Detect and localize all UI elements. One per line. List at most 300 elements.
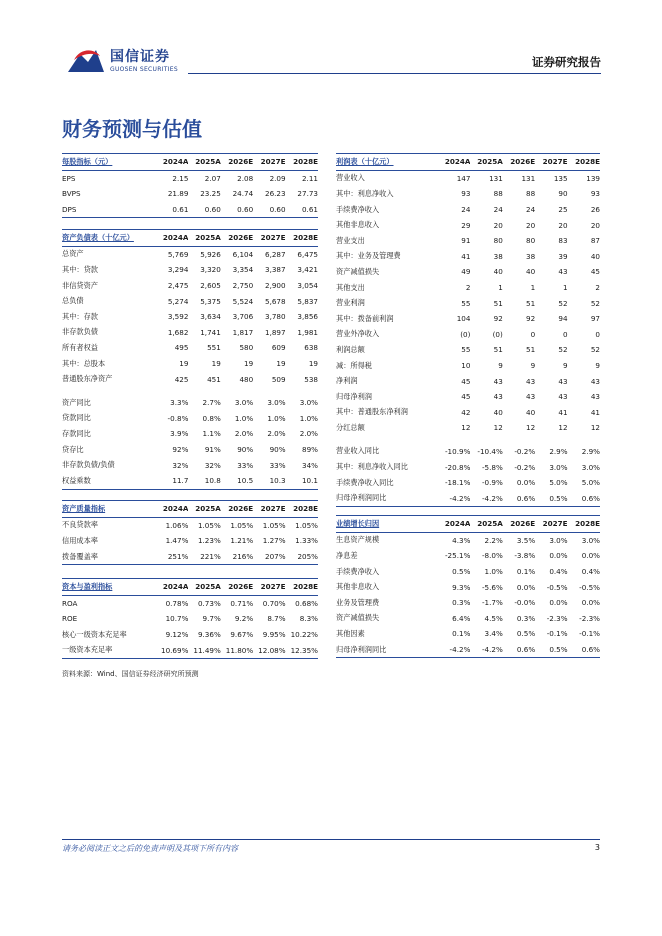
value-cell: 1.05%: [197, 520, 221, 530]
value-cell: 40: [493, 267, 503, 277]
table-row: [62, 186, 318, 202]
table-row: [336, 280, 600, 296]
value-cell: 0.60: [253, 202, 285, 218]
value-cell: 216%: [221, 549, 253, 565]
value-cell: -8.0%: [481, 551, 503, 561]
table-row: [62, 627, 318, 643]
value-cell: 27.73: [297, 189, 318, 199]
row-label: 利润总额: [336, 344, 365, 354]
year-header: 2026E: [221, 501, 253, 518]
value-cell: 10: [461, 361, 471, 371]
value-cell: 4.3%: [452, 535, 471, 545]
value-cell: 2.15: [172, 173, 189, 183]
value-cell: 1,817: [232, 327, 254, 337]
spacer-row: [336, 436, 600, 444]
value-cell: 3,354: [232, 265, 254, 275]
value-cell: 3.4%: [484, 629, 503, 639]
value-cell: 9.67%: [230, 630, 254, 640]
value-cell: 38: [526, 251, 536, 261]
value-cell: 41: [461, 251, 471, 261]
table-header-row: [62, 579, 318, 596]
value-cell: 0.6%: [568, 642, 600, 658]
value-cell: 5,375: [200, 296, 221, 306]
table-row: [62, 278, 318, 294]
table-header-row: [336, 154, 600, 171]
table-row: [62, 202, 318, 218]
value-cell: 9.7%: [202, 614, 221, 624]
value-cell: 2.07: [204, 173, 221, 183]
row-label: 归母净利润同比: [336, 642, 438, 658]
row-label: 其他支出: [336, 282, 365, 292]
value-cell: 2.0%: [299, 429, 318, 439]
value-cell: 480: [239, 374, 254, 384]
year-header: 2028E: [286, 501, 318, 518]
value-cell: 3.5%: [516, 535, 536, 545]
value-cell: 43: [558, 267, 568, 277]
row-label: 其中：利息净收入: [336, 188, 394, 198]
value-cell: 0.78%: [165, 598, 189, 608]
value-cell: 19: [276, 359, 286, 369]
value-cell: 221%: [188, 549, 220, 565]
value-cell: 24.74: [232, 189, 254, 199]
footer-disclaimer: 请务必阅读正文之后的免责声明及其项下所有内容: [62, 844, 238, 853]
table-row: [336, 595, 600, 611]
value-cell: 3.9%: [170, 429, 189, 439]
value-cell: 1,741: [200, 327, 221, 337]
value-cell: 26: [590, 205, 600, 215]
table-row: [62, 426, 318, 442]
table-row: [62, 309, 318, 325]
value-cell: 1.21%: [230, 536, 254, 546]
value-cell: 2,605: [200, 281, 221, 291]
value-cell: 45: [461, 376, 471, 386]
table-row: [336, 444, 600, 460]
value-cell: 43: [590, 376, 600, 386]
table-row: [336, 564, 600, 580]
row-label: 总负债: [62, 296, 84, 306]
table-row: [336, 405, 600, 421]
row-label: 普通股东净资产: [62, 374, 113, 384]
value-cell: 90: [558, 189, 568, 199]
value-cell: 43: [558, 392, 568, 402]
value-cell: 2.0%: [234, 429, 254, 439]
table-row: [336, 358, 600, 374]
table-row: [336, 626, 600, 642]
value-cell: 12: [590, 423, 600, 433]
year-header: 2028E: [568, 154, 600, 171]
year-header: 2025A: [470, 516, 502, 533]
table-row: [336, 342, 600, 358]
value-cell: 20: [558, 220, 568, 230]
value-cell: 19: [244, 359, 254, 369]
value-cell: 1,682: [167, 327, 189, 337]
value-cell: 6,104: [232, 249, 254, 259]
value-cell: 97: [590, 314, 600, 324]
value-cell: 12: [558, 423, 568, 433]
value-cell: 10.3: [253, 473, 285, 489]
table-title: [336, 516, 438, 533]
value-cell: 5,678: [265, 296, 286, 306]
value-cell: 92: [526, 314, 536, 324]
value-cell: 1.23%: [197, 536, 221, 546]
value-cell: 3,421: [297, 265, 318, 275]
value-cell: 51: [526, 298, 536, 308]
row-label: 净息差: [336, 550, 358, 560]
table-row: [336, 642, 600, 658]
row-label: 其中：利息净收入同比: [336, 462, 408, 472]
value-cell: 0.0%: [516, 582, 536, 592]
value-cell: 3.0%: [267, 398, 286, 408]
value-cell: 3.0%: [234, 398, 254, 408]
row-label: 资产减值损失: [336, 613, 380, 623]
value-cell: 52: [590, 298, 600, 308]
value-cell: 2.11: [301, 173, 318, 183]
value-cell: 5,837: [297, 296, 318, 306]
value-cell: 207%: [253, 549, 285, 565]
value-cell: 87: [590, 236, 600, 246]
value-cell: 26.23: [265, 189, 286, 199]
value-cell: 91%: [204, 445, 221, 455]
row-label: 营业收入同比: [336, 446, 380, 456]
value-cell: 0.0%: [581, 551, 600, 561]
value-cell: 147: [456, 173, 471, 183]
row-label: 非信贷资产: [62, 280, 98, 290]
value-cell: 12.35%: [286, 642, 318, 658]
row-label: 业务及管理费: [336, 597, 380, 607]
value-cell: 131: [521, 173, 536, 183]
value-cell: 3.0%: [581, 462, 600, 472]
value-cell: 0.6%: [503, 490, 535, 506]
value-cell: 1.27%: [262, 536, 286, 546]
value-cell: 2.0%: [267, 429, 286, 439]
guosen-logo: [66, 44, 186, 78]
value-cell: -0.8%: [167, 413, 189, 423]
value-cell: -0.5%: [546, 582, 568, 592]
value-cell: -4.2%: [438, 490, 470, 506]
row-label: 归母净利润: [336, 391, 372, 401]
table-row: [336, 327, 600, 343]
value-cell: 9.2%: [234, 614, 254, 624]
value-cell: 93: [461, 189, 471, 199]
table-row: [62, 246, 318, 262]
value-cell: 638: [304, 343, 318, 353]
value-cell: 9.12%: [165, 630, 189, 640]
page-header: [0, 0, 662, 78]
logo-en-text: GUOSEN SECURITIES: [110, 66, 179, 73]
value-cell: 40: [526, 407, 536, 417]
value-cell: 0.6%: [503, 642, 535, 658]
table-row: [62, 533, 318, 549]
value-cell: 451: [207, 374, 221, 384]
value-cell: 10.7%: [165, 614, 189, 624]
value-cell: 10.1: [286, 473, 318, 489]
footer-divider: [62, 839, 600, 840]
value-cell: -0.1%: [546, 629, 568, 639]
value-cell: 19: [308, 359, 318, 369]
row-label: 营业利润: [336, 298, 365, 308]
value-cell: 0.0%: [549, 598, 568, 608]
row-label: 存款同比: [62, 428, 91, 438]
value-cell: -20.8%: [444, 462, 471, 472]
value-cell: 2: [465, 283, 471, 293]
value-cell: 21.89: [167, 189, 189, 199]
year-header: 2026E: [503, 154, 535, 171]
value-cell: 43: [526, 376, 536, 386]
table-title-text: 每股指标（元）: [62, 156, 113, 166]
year-header: 2024A: [156, 154, 188, 171]
value-cell: 5,274: [167, 296, 189, 306]
value-cell: -25.1%: [444, 551, 471, 561]
logo-mark-icon: [66, 46, 106, 76]
value-cell: 1.47%: [165, 536, 189, 546]
value-cell: 0.71%: [230, 598, 254, 608]
value-cell: 3.0%: [549, 535, 568, 545]
value-cell: 90%: [237, 445, 254, 455]
value-cell: 5.0%: [581, 478, 600, 488]
value-cell: 0: [595, 329, 600, 339]
table-row: [336, 389, 600, 405]
page-title: 财务预测与估值: [62, 117, 202, 141]
report-type: 证券研究报告: [532, 55, 601, 69]
table-row: [62, 642, 318, 658]
value-cell: 2,475: [167, 281, 189, 291]
year-header: 2026E: [503, 516, 535, 533]
value-cell: 1.0%: [267, 413, 286, 423]
value-cell: 88: [493, 189, 503, 199]
value-cell: 0.1%: [452, 629, 471, 639]
value-cell: 1.06%: [165, 520, 189, 530]
table-row: [62, 170, 318, 186]
row-label: 净利润: [336, 376, 358, 386]
value-cell: 4.5%: [484, 613, 503, 623]
value-cell: 24: [493, 205, 503, 215]
value-cell: 5,524: [232, 296, 254, 306]
value-cell: 45: [461, 392, 471, 402]
row-label: 资产减值损失: [336, 266, 380, 276]
table-header-row: [336, 516, 600, 533]
value-cell: 2.7%: [202, 398, 221, 408]
value-cell: 0.3%: [516, 613, 536, 623]
value-cell: 24: [461, 205, 471, 215]
row-label: 其中：业务及管理费: [336, 251, 401, 261]
value-cell: 93: [590, 189, 600, 199]
value-cell: 45: [590, 267, 600, 277]
table-row: [62, 411, 318, 427]
value-cell: -2.3%: [579, 613, 600, 623]
value-cell: 0.60: [221, 202, 253, 218]
value-cell: 1: [498, 283, 503, 293]
value-cell: 32%: [204, 460, 221, 470]
row-label: BVPS: [62, 189, 81, 199]
value-cell: (0): [492, 329, 503, 339]
year-header: 2026E: [221, 154, 253, 171]
source-note: 资料来源：Wind、国信证券经济研究所预测: [62, 670, 199, 678]
table-row: [336, 264, 600, 280]
value-cell: 10.22%: [290, 630, 318, 640]
table-row: [336, 295, 600, 311]
value-cell: -10.9%: [444, 446, 471, 456]
value-cell: 0: [530, 329, 536, 339]
value-cell: 3.0%: [549, 462, 568, 472]
value-cell: 8.3%: [299, 614, 318, 624]
value-cell: 80: [493, 236, 503, 246]
value-cell: 19: [179, 359, 189, 369]
value-cell: 12: [461, 423, 471, 433]
value-cell: 23.25: [200, 189, 221, 199]
value-cell: 3,387: [265, 265, 286, 275]
page-number: 3: [594, 843, 600, 852]
left-table-1: [62, 229, 318, 490]
value-cell: 43: [558, 376, 568, 386]
row-label: 权益乘数: [62, 473, 156, 489]
year-header: 2024A: [438, 516, 470, 533]
row-label: 手续费净收入: [336, 566, 380, 576]
value-cell: 3,780: [265, 312, 286, 322]
value-cell: 20: [590, 220, 600, 230]
table-row: [336, 233, 600, 249]
row-label: 营业外净收入: [336, 329, 380, 339]
value-cell: 43: [493, 376, 503, 386]
left-table-2: [62, 500, 318, 565]
value-cell: -3.8%: [514, 551, 536, 561]
value-cell: 9: [530, 361, 536, 371]
value-cell: 10.5: [221, 473, 253, 489]
table-row: [336, 373, 600, 389]
value-cell: 42: [461, 407, 471, 417]
table-row: [336, 459, 600, 475]
year-header: 2028E: [286, 579, 318, 596]
value-cell: 0.8%: [202, 413, 221, 423]
table-title-text: 资产负债表（十亿元）: [62, 232, 134, 242]
value-cell: 1: [530, 283, 536, 293]
value-cell: 1.33%: [295, 536, 318, 546]
value-cell: 11.80%: [221, 642, 253, 658]
table-header-row: [62, 154, 318, 171]
year-header: 2025A: [188, 579, 220, 596]
value-cell: 495: [174, 343, 189, 353]
table-row: [336, 170, 600, 186]
year-header: 2027E: [253, 154, 285, 171]
row-label: 手续费净收入: [336, 204, 380, 214]
value-cell: 3,294: [167, 265, 189, 275]
value-cell: 1.0%: [484, 567, 503, 577]
value-cell: 91: [461, 236, 471, 246]
value-cell: 0.5%: [452, 567, 471, 577]
value-cell: 5,926: [200, 249, 221, 259]
row-label: 其中：拨备前利润: [336, 313, 394, 323]
table-row: [62, 457, 318, 473]
row-label: ROE: [62, 614, 78, 624]
table-title-text: 业绩增长归因: [336, 518, 380, 528]
value-cell: 51: [493, 298, 503, 308]
value-cell: 2.09: [269, 173, 286, 183]
value-cell: 20: [526, 220, 536, 230]
value-cell: 2.08: [237, 173, 254, 183]
year-header: 2025A: [188, 154, 220, 171]
logo-cn-text: 国信证券: [110, 49, 170, 65]
value-cell: 83: [558, 236, 568, 246]
value-cell: 609: [271, 343, 286, 353]
value-cell: 33%: [237, 460, 254, 470]
value-cell: 43: [526, 392, 536, 402]
value-cell: 509: [271, 374, 286, 384]
row-label: 贷存比: [62, 444, 84, 454]
value-cell: -5.8%: [481, 462, 503, 472]
value-cell: 1: [563, 283, 568, 293]
row-label: 核心一级资本充足率: [62, 629, 127, 639]
year-header: 2025A: [188, 230, 220, 247]
value-cell: 2,750: [232, 281, 254, 291]
table-row: [62, 549, 318, 565]
value-cell: -5.6%: [481, 582, 503, 592]
value-cell: 0.61: [156, 202, 188, 218]
value-cell: 3,320: [200, 265, 221, 275]
row-label: 非存款负债: [62, 327, 98, 337]
year-header: 2027E: [253, 501, 285, 518]
left-table-3: [62, 578, 318, 659]
table-row: [62, 325, 318, 341]
value-cell: 41: [558, 407, 568, 417]
value-cell: -0.0%: [514, 598, 536, 608]
table-row: [336, 579, 600, 595]
table-row: [62, 293, 318, 309]
value-cell: 40: [590, 251, 600, 261]
value-cell: 9.95%: [262, 630, 286, 640]
value-cell: -2.3%: [546, 613, 568, 623]
value-cell: 205%: [286, 549, 318, 565]
value-cell: 0.5%: [535, 490, 567, 506]
value-cell: 2: [595, 283, 600, 293]
row-label: 生息资产规模: [336, 535, 380, 545]
value-cell: 94: [558, 314, 568, 324]
value-cell: 251%: [156, 549, 188, 565]
value-cell: 55: [461, 298, 471, 308]
table-title-text: 资产质量指标: [62, 503, 106, 513]
value-cell: 20: [493, 220, 503, 230]
value-cell: 425: [174, 374, 189, 384]
table-row: [336, 490, 600, 506]
row-label: 其他非息收入: [336, 582, 380, 592]
value-cell: 6,287: [265, 249, 286, 259]
value-cell: 3,706: [232, 312, 254, 322]
value-cell: 538: [304, 374, 318, 384]
row-label: 信用成本率: [62, 535, 98, 545]
value-cell: 52: [558, 345, 568, 355]
value-cell: 52: [558, 298, 568, 308]
year-header: 2024A: [156, 230, 188, 247]
value-cell: 0.70%: [262, 598, 286, 608]
year-header: 2028E: [286, 230, 318, 247]
table-row: [62, 262, 318, 278]
row-label: 手续费净收入同比: [336, 477, 394, 487]
table-header-row: [62, 501, 318, 518]
value-cell: -0.1%: [579, 629, 600, 639]
value-cell: 5,769: [167, 249, 189, 259]
value-cell: 3,634: [200, 312, 221, 322]
value-cell: 41: [590, 407, 600, 417]
year-header: 2026E: [221, 579, 253, 596]
table-row: [62, 371, 318, 387]
value-cell: 40: [526, 267, 536, 277]
row-label: 总资产: [62, 249, 84, 259]
value-cell: 12: [526, 423, 536, 433]
year-header: 2027E: [535, 154, 567, 171]
year-header: 2028E: [286, 154, 318, 171]
table-row: [62, 356, 318, 372]
table-row: [336, 202, 600, 218]
value-cell: 0.61: [286, 202, 318, 218]
table-title: [62, 154, 156, 171]
